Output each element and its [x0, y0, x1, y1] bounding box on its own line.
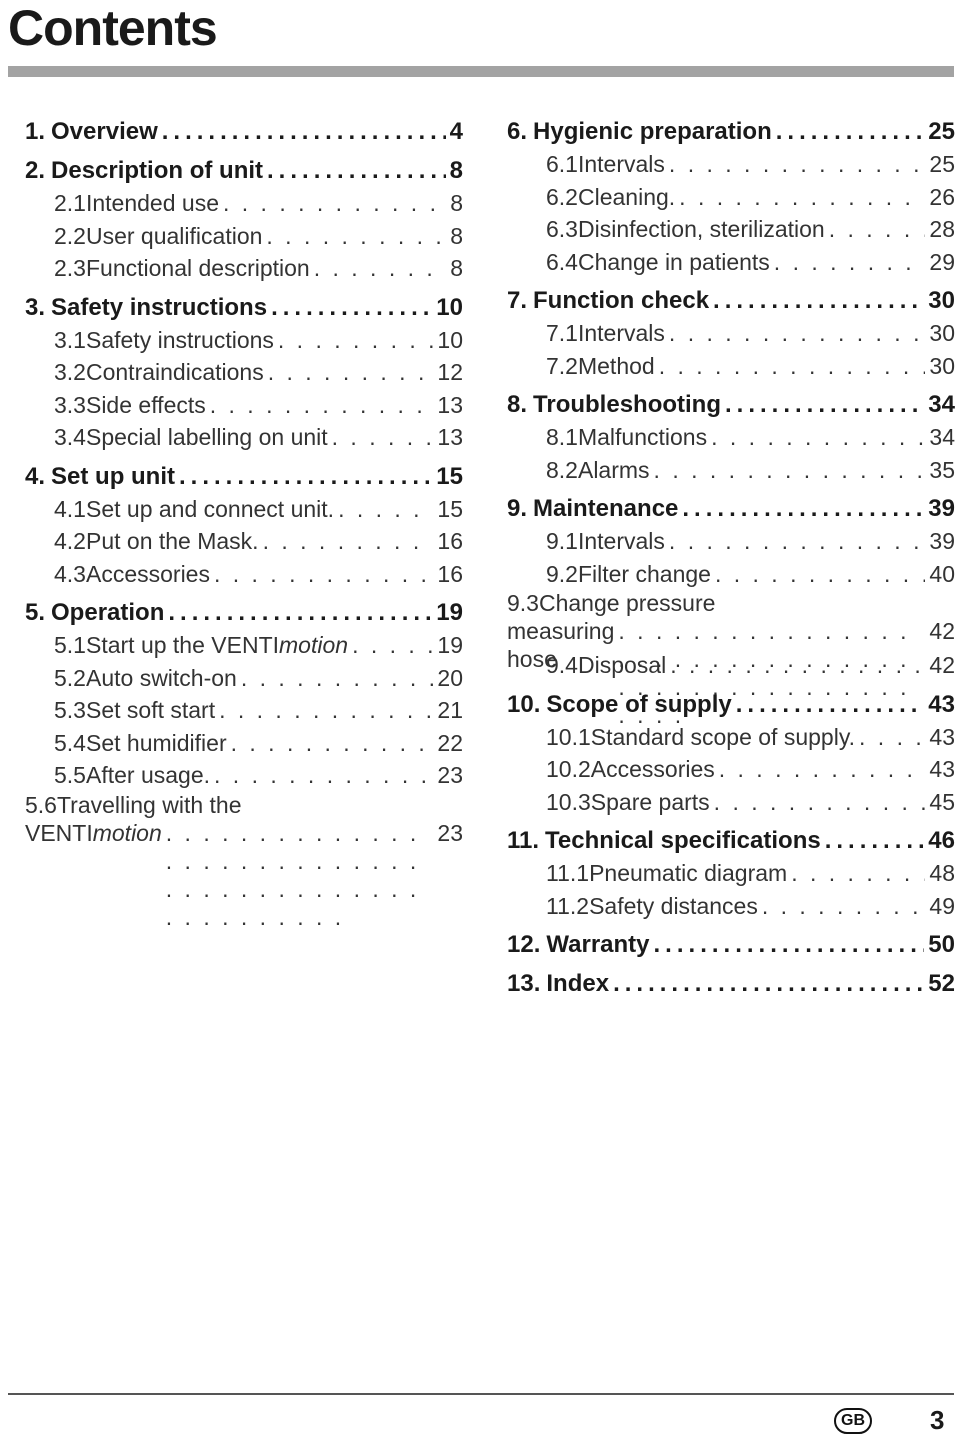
dot-leader	[659, 350, 926, 383]
entry-label: Change in patients	[577, 248, 770, 275]
entry-number: 5.2	[54, 664, 86, 691]
dot-leader	[214, 558, 433, 591]
page-ref: 21	[437, 697, 463, 723]
toc-entry[interactable]	[25, 629, 463, 662]
toc-section[interactable]	[507, 285, 955, 317]
dot-leader	[669, 317, 925, 350]
toc-entry[interactable]	[25, 727, 463, 760]
toc-entry[interactable]	[25, 662, 463, 695]
dot-leader	[338, 493, 433, 526]
entry-number: 6.2	[546, 183, 578, 210]
dot-leader	[791, 857, 925, 890]
page-ref: 13	[437, 424, 463, 450]
entry-number: 5.6	[25, 791, 57, 818]
page-ref: 26	[929, 183, 955, 210]
entry-label: Safety distances	[589, 892, 758, 919]
entry-number: 4.1	[54, 495, 86, 522]
page-ref: 42	[929, 652, 955, 678]
toc-section[interactable]	[507, 825, 955, 857]
dot-leader	[314, 252, 446, 285]
entry-label: Accessories	[85, 560, 210, 587]
entry-number: 6.	[507, 118, 528, 145]
toc-entry[interactable]	[25, 694, 463, 727]
entry-number: 9.4	[546, 652, 578, 678]
entry-number: 7.1	[546, 320, 578, 346]
entry-number: 5.5	[54, 762, 86, 788]
page-title: Contents	[8, 0, 217, 56]
entry-number: 11.2	[546, 892, 590, 919]
entry-label: Set up and connect unit.	[85, 495, 335, 522]
page-ref: 43	[928, 690, 955, 718]
page-ref: 30	[929, 352, 955, 379]
entry-label: Side effects	[85, 391, 206, 418]
page-ref: 48	[929, 860, 955, 886]
page-ref: 16	[437, 560, 463, 587]
page-ref: 8	[450, 255, 463, 281]
entry-label: Intervals	[577, 320, 665, 346]
entry-number: 9.1	[546, 528, 578, 554]
entry-number: 3.	[25, 293, 46, 321]
dot-leader	[613, 968, 924, 1000]
toc-entry[interactable]	[507, 786, 955, 819]
toc-section[interactable]	[25, 116, 463, 148]
entry-number: 8.2	[546, 456, 578, 483]
entry-number: 4.2	[54, 528, 86, 554]
dot-leader	[715, 558, 925, 591]
entry-number: 2.3	[54, 255, 86, 281]
entry-label: Description of unit	[51, 157, 264, 184]
toc-entry[interactable]	[507, 350, 955, 383]
page-ref: 42	[929, 618, 955, 644]
entry-number: 6.3	[546, 216, 578, 242]
dot-leader	[332, 421, 434, 454]
toc-entry[interactable]	[507, 525, 955, 558]
toc-section[interactable]	[507, 116, 955, 148]
entry-number: 10.3	[546, 788, 591, 815]
dot-leader	[859, 721, 925, 754]
toc-entry[interactable]	[507, 181, 955, 214]
entry-label: Overview	[51, 118, 158, 145]
dot-leader	[352, 629, 433, 662]
entry-label: Filter change	[577, 560, 711, 587]
page-ref: 35	[929, 456, 955, 483]
page-ref: 39	[929, 528, 955, 554]
toc-entry[interactable]	[25, 187, 463, 220]
title-underline	[8, 66, 954, 77]
entry-label: Disinfection, sterilization	[577, 216, 825, 242]
toc-entry[interactable]	[507, 753, 955, 786]
entry-label: After usage.	[85, 762, 211, 788]
entry-label: Start up the VENTImotion	[85, 632, 349, 658]
entry-label-cont: measuring hose	[507, 618, 615, 672]
page-ref: 40	[929, 560, 955, 587]
entry-label: Warranty	[546, 931, 650, 958]
dot-leader	[679, 181, 925, 214]
toc-section[interactable]	[507, 968, 955, 1000]
toc-entry[interactable]	[25, 220, 463, 253]
toc-entry[interactable]	[25, 324, 463, 357]
dot-leader	[162, 116, 446, 148]
entry-label: Change pressure	[538, 590, 716, 616]
entry-label: Scope of supply	[546, 690, 732, 718]
page-ref: 4	[449, 118, 463, 145]
entry-number: 9.2	[546, 560, 578, 587]
toc-section[interactable]	[25, 461, 463, 493]
page-ref: 8	[450, 190, 463, 216]
dot-leader	[736, 689, 925, 721]
dot-leader	[168, 597, 432, 629]
entry-number: 6.1	[546, 151, 578, 177]
page-ref: 43	[929, 756, 955, 782]
dot-leader	[654, 454, 926, 487]
page-ref: 34	[928, 391, 955, 418]
dot-leader	[711, 421, 925, 454]
page-ref: 8	[450, 222, 463, 249]
page-ref: 20	[437, 664, 463, 691]
page-ref: 23	[437, 762, 463, 788]
toc-column-right	[507, 116, 955, 1000]
entry-label: Safety instructions	[85, 326, 274, 353]
dot-leader	[231, 727, 434, 760]
toc-entry[interactable]	[507, 317, 955, 350]
toc-entry[interactable]	[25, 558, 463, 591]
page-ref: 49	[929, 892, 955, 919]
entry-label: Pneumatic diagram	[589, 860, 788, 886]
page-ref: 34	[929, 424, 955, 450]
toc-column-left	[25, 116, 463, 851]
entry-number: 4.	[25, 462, 46, 490]
entry-label: Put on the Mask.	[85, 528, 259, 554]
page-ref: 10	[436, 293, 463, 321]
entry-number: 11.	[507, 827, 540, 854]
footer-rule	[8, 1393, 954, 1395]
dot-leader	[166, 819, 434, 931]
entry-label-cont: VENTImotion	[25, 819, 162, 846]
toc-section[interactable]	[507, 389, 955, 421]
page-number: 3	[930, 1405, 945, 1435]
toc-section[interactable]	[507, 689, 955, 721]
dot-leader	[654, 929, 925, 961]
dot-leader	[179, 461, 432, 493]
page-ref: 22	[437, 729, 463, 756]
dot-leader	[268, 356, 434, 389]
page-ref: 23	[437, 819, 463, 846]
dot-leader	[223, 187, 446, 220]
entry-number: 9.3	[507, 590, 539, 616]
toc-entry[interactable]	[25, 493, 463, 526]
entry-label: Set up unit	[51, 462, 175, 490]
page-ref: 30	[929, 320, 955, 346]
page-ref: 45	[929, 788, 955, 815]
page-ref: 19	[436, 599, 463, 626]
entry-label: Operation	[51, 599, 165, 626]
toc-entry[interactable]	[507, 213, 955, 246]
dot-leader	[266, 220, 446, 253]
toc-entry[interactable]	[25, 421, 463, 454]
entry-label: Accessories	[590, 756, 715, 782]
page-ref: 13	[437, 391, 463, 418]
dot-leader	[267, 155, 446, 187]
entry-label: Intended use	[85, 190, 219, 216]
toc-section[interactable]	[25, 155, 463, 187]
toc-entry[interactable]	[25, 389, 463, 422]
entry-label: Disposal	[577, 652, 667, 678]
entry-label: Standard scope of supply.	[590, 723, 856, 750]
dot-leader	[713, 285, 924, 317]
dot-leader	[214, 759, 433, 792]
page-ref: 28	[929, 216, 955, 242]
entry-number: 9.	[507, 495, 528, 522]
entry-label: Spare parts	[590, 788, 710, 815]
country-badge: GB	[834, 1408, 872, 1434]
entry-number: 5.1	[54, 632, 86, 658]
page-ref: 12	[437, 359, 463, 385]
dot-leader	[719, 753, 926, 786]
entry-number: 11.1	[546, 860, 590, 886]
page-ref: 50	[928, 931, 955, 958]
entry-number: 4.3	[54, 560, 86, 587]
toc-entry[interactable]	[25, 356, 463, 389]
entry-number: 3.3	[54, 391, 86, 418]
entry-number: 13.	[507, 970, 541, 997]
toc-entry[interactable]	[507, 890, 955, 923]
entry-label: Malfunctions	[577, 424, 708, 450]
entry-label: Maintenance	[533, 495, 679, 522]
dot-leader	[682, 493, 924, 525]
dot-leader	[278, 324, 434, 357]
entry-number: 12.	[507, 931, 541, 958]
entry-label: Alarms	[577, 456, 650, 483]
entry-label: Function check	[533, 287, 710, 314]
toc-entry[interactable]	[507, 857, 955, 890]
dot-leader	[669, 148, 925, 181]
dot-leader	[669, 525, 925, 558]
entry-label: Special labelling on unit	[85, 424, 328, 450]
entry-label: Intervals	[577, 528, 665, 554]
entry-number: 8.	[507, 391, 528, 418]
dot-leader	[670, 649, 925, 682]
entry-label: Hygienic preparation	[533, 118, 772, 145]
entry-label: User qualification	[85, 222, 263, 249]
page-ref: 19	[437, 632, 463, 658]
page-ref: 29	[929, 248, 955, 275]
toc-entry[interactable]	[25, 759, 463, 792]
dot-leader	[776, 116, 925, 148]
toc-entry[interactable]	[507, 454, 955, 487]
dot-leader	[762, 890, 926, 923]
entry-number: 10.2	[546, 756, 591, 782]
toc-entry[interactable]	[507, 148, 955, 181]
dot-leader	[263, 525, 434, 558]
entry-label: Contraindications	[85, 359, 264, 385]
page-ref: 25	[928, 118, 955, 145]
entry-label: Method	[577, 352, 655, 379]
entry-label: Cleaning.	[577, 183, 676, 210]
dot-leader	[725, 389, 924, 421]
entry-label: Index	[546, 970, 610, 997]
toc-entry[interactable]	[507, 721, 955, 754]
entry-number: 8.1	[546, 424, 578, 450]
toc-entry[interactable]	[507, 649, 955, 682]
entry-label: Intervals	[577, 151, 665, 177]
page-ref: 46	[928, 827, 955, 854]
page-ref: 15	[436, 462, 463, 490]
dot-leader	[219, 694, 433, 727]
entry-label: Travelling with the	[56, 791, 242, 818]
entry-number: 1.	[25, 118, 46, 145]
entry-number: 2.1	[54, 190, 86, 216]
entry-label: Auto switch-on	[85, 664, 237, 691]
entry-number: 5.3	[54, 697, 86, 723]
entry-label: Set soft start	[85, 697, 216, 723]
entry-number: 2.2	[54, 222, 86, 249]
dot-leader	[829, 213, 926, 246]
page-ref: 43	[929, 723, 955, 750]
page-ref: 30	[928, 287, 955, 314]
entry-number: 3.4	[54, 424, 86, 450]
entry-number: 7.	[507, 287, 528, 314]
entry-number: 5.4	[54, 729, 86, 756]
page-ref: 8	[449, 157, 463, 184]
dot-leader	[241, 662, 434, 695]
toc-entry[interactable]	[507, 246, 955, 279]
entry-number: 3.2	[54, 359, 86, 385]
toc-section[interactable]	[507, 929, 955, 961]
dot-leader	[271, 292, 432, 324]
page-ref: 52	[928, 970, 955, 997]
dot-leader	[825, 825, 925, 857]
entry-number: 7.2	[546, 352, 578, 379]
entry-label: Functional description	[85, 255, 310, 281]
toc-entry[interactable]	[25, 252, 463, 285]
toc-entry[interactable]	[507, 558, 955, 591]
entry-label: Safety instructions	[51, 293, 268, 321]
entry-label: Technical specifications	[545, 827, 821, 854]
page-ref: 16	[437, 528, 463, 554]
page-ref: 10	[437, 326, 463, 353]
toc-entry[interactable]	[25, 792, 463, 851]
toc-section[interactable]	[507, 493, 955, 525]
entry-number: 3.1	[54, 326, 86, 353]
page-ref: 39	[928, 495, 955, 522]
page-ref: 25	[929, 151, 955, 177]
toc-entry[interactable]	[25, 525, 463, 558]
toc-section[interactable]	[25, 597, 463, 629]
dot-leader	[774, 246, 926, 279]
entry-number: 5.	[25, 599, 46, 626]
dot-leader	[714, 786, 926, 819]
toc-section[interactable]	[25, 292, 463, 324]
toc-entry[interactable]	[507, 421, 955, 454]
entry-number: 10.	[507, 690, 541, 718]
dot-leader	[210, 389, 434, 422]
entry-number: 10.1	[546, 723, 591, 750]
entry-label: Troubleshooting	[533, 391, 721, 418]
entry-number: 6.4	[546, 248, 578, 275]
entry-number: 2.	[25, 157, 46, 184]
page-ref: 15	[437, 495, 463, 522]
entry-label: Set humidifier	[85, 729, 227, 756]
